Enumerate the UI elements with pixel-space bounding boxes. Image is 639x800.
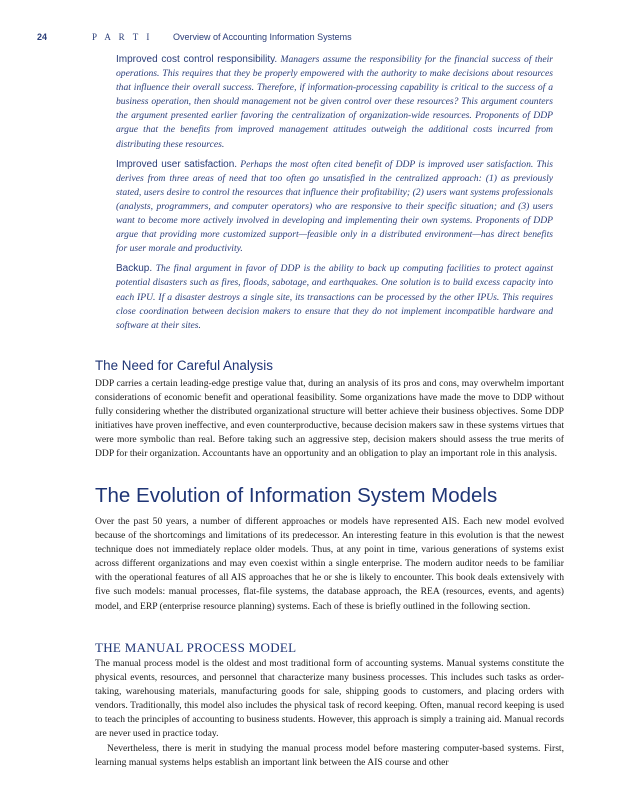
part-label: P A R T I	[92, 32, 153, 42]
benefit-paragraph	[116, 53, 553, 152]
body-paragraph: Over the past 50 years, a number of different approaches or models have represented AIS. Each new model evolved because of the shortcomings and limitations of its predecessor. An interesting feature in this evolution is that the newest technique does not immediately replace older models. Thus, at any point in time, various generations of systems exist across different organizations and may even coexist within a single enterprise. The modern auditor needs to be familiar with the operational features of all AIS approaches that he or she is likely to encounter. This book deals extensively with five such models: manual processes, flat-file systems, the database approach, the REA (resources, events, and agents) model, and ERP (enterprise resource planning) systems. Each of these is briefly outlined in the following section.	[95, 516, 564, 612]
page-number: 24	[37, 32, 48, 42]
body-paragraph: Nevertheless, there is merit in studying the manual process model before mastering computer-based systems. First, learning manual systems helps establish an important link between the AIS course and other	[95, 742, 564, 768]
body-paragraph: The manual process model is the oldest and most traditional form of accounting systems. Manual systems constitute the physical events, resources, and personnel that characterize many business processes. This includes such tasks as order-taking, warehousing materials, manufacturing goods for sale, shipping goods to customers, and placing orders with vendors. Traditionally, this model also includes the physical task of record keeping. Often, manual record keeping is used to teach the principles of accounting to business students. However, this approach is simply a training aid. Manual records are never used in practice today.	[95, 658, 564, 740]
running-title: Overview of Accounting Information Systems	[173, 32, 352, 42]
benefit-text: Perhaps the most often cited benefit of DDP is improved user satisfaction. This derives from three areas of need that too often go unsatisfied in the centralized approach: (1) as previously stated, users desire to control the resources that influence their profitability; (2) users want systems professionals (analysts, programmers, and computer operators) who are responsive to their specific situation; and (3) users want to become more actively involved in developing and implementing their own systems. Proponents of DDP argue that providing more customized support—feasible only in a distributed environment—has direct benefits for user morale and productivity.	[116, 158, 554, 255]
section-body-evolution	[95, 515, 564, 614]
section-body-need	[95, 377, 564, 462]
benefit-text: Managers assume the responsibility for the financial success of their operations. This requires that they be properly empowered with the authority to make decisions about resources that influence their overall success. Therefore, if information-processing capability is critical to the success of a business operation, then should management not be given control over these resources? This argument counters the argument presented earlier favoring the centralization of organization-wide resources. Proponents of DDP argue that the benefits from improved management attitudes outweigh the additional costs incurred from distributing these resources.	[116, 54, 553, 150]
benefit-lead: Improved cost control responsibility.	[116, 54, 278, 65]
running-header	[0, 30, 639, 46]
body-paragraph: DDP carries a certain leading-edge prestige value that, during an analysis of its pros and cons, may overwhelm important considerations of economic benefit and operational feasibility. Some organizations have made the move to DDP without fully considering whether the distributed organizational structure will better achieve their business objectives. Some DDP initiatives have proven ineffective, and even counterproductive, because decision makers saw in these systems virtues that were more symbolic than real. Before taking such an aggressive step, decision makers should assess the true merits of DDP for their organization. Accountants have an opportunity and an obligation to play an important role in this analysis.	[95, 378, 564, 460]
benefit-paragraph	[116, 158, 553, 257]
section-body-manual	[95, 657, 564, 770]
section-heading-need: The Need for Careful Analysis	[95, 358, 273, 373]
ddp-benefits-list	[116, 53, 553, 339]
benefit-text: The final argument in favor of DDP is the ability to back up computing facilities to protect against potential disasters such as fires, floods, sabotage, and earthquakes. One solution is to build excess capacity into each IPU. If a disaster destroys a single site, its transactions can be processed by the other IPUs. This requires close coordination between decision makers to ensure that they do not implement incompatible hardware and software at their sites.	[116, 263, 554, 331]
benefit-lead: Backup.	[116, 263, 153, 275]
benefit-paragraph	[116, 262, 553, 332]
benefit-lead: Improved user satisfaction.	[116, 158, 238, 170]
chapter-section-heading: The Evolution of Information System Models	[95, 484, 498, 507]
subsection-heading-manual: THE MANUAL PROCESS MODEL	[95, 640, 297, 655]
